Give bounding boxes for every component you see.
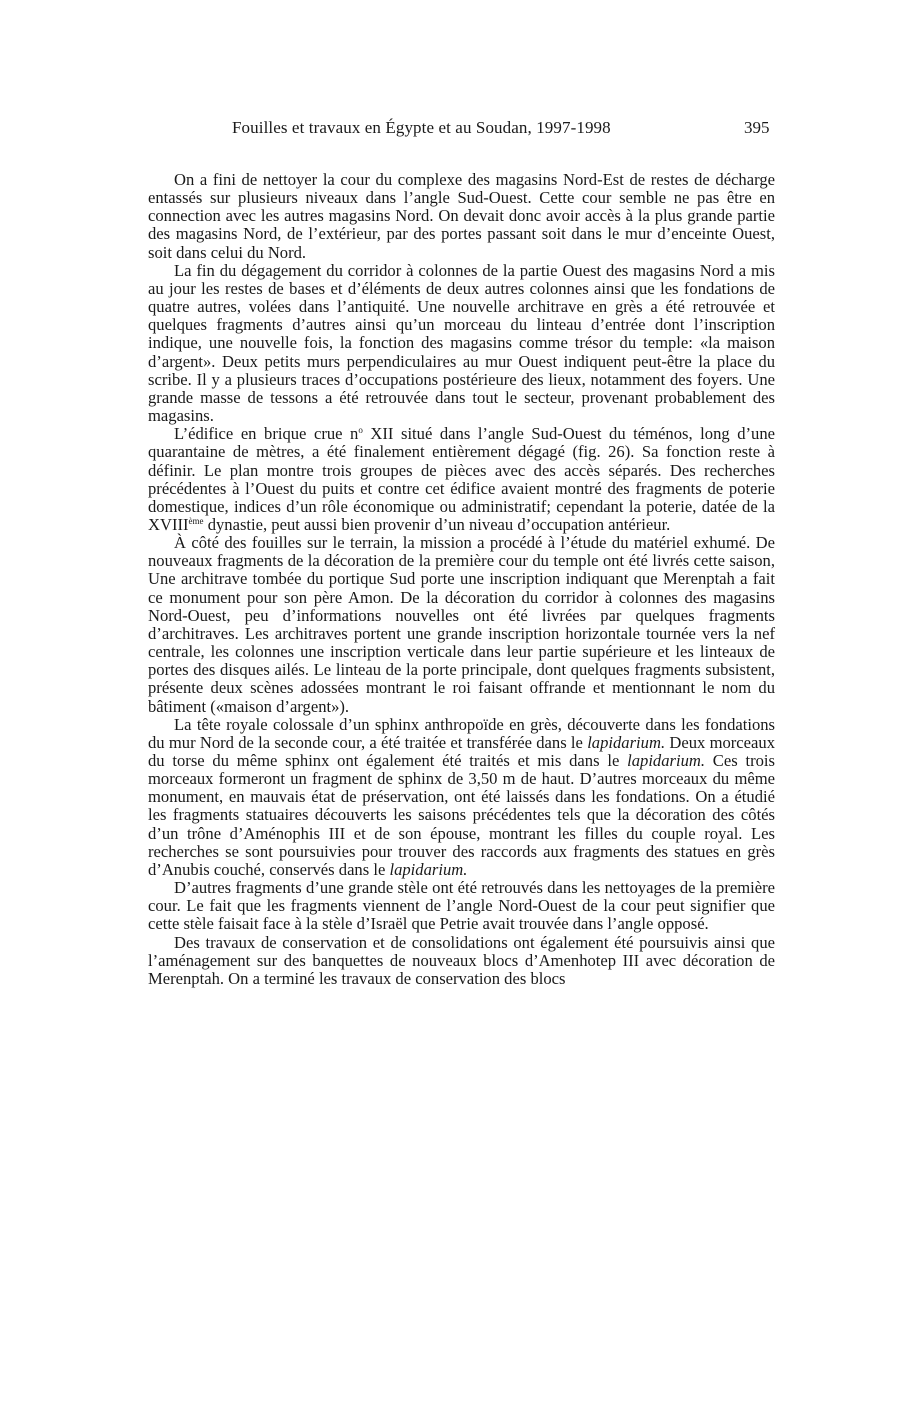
paragraph-3-text-b: XII situé dans l’angle Sud-Ouest du téménos, long d’une quarantaine de mètres, a été finalement entièrement dégagé (fig. 26). Sa fonction reste à définir. Le plan montre trois groupes de pièces avec des accès séparés. Des recherches précédentes à l’Ouest du puits et contre cet édifice avaient montré des fragments de poterie domestique, indices d’un rôle économique ou administratif; cependant la poterie, datée de la XVIII <box>148 424 775 534</box>
paragraph-5 <box>148 716 775 879</box>
paragraph-2: La fin du dégagement du corridor à colonnes de la partie Ouest des magasins Nord a mis au jour les restes de bases et d’éléments de deux autres colonnes ainsi que les fondations de quatre autres, volées dans l’antiquité. Une nouvelle architrave en grès a été retrouvée et quelques fragments d’autres ainsi qu’un morceau du linteau d’entrée dont l’inscription indique, une nouvelle fois, la fonction des magasins comme trésor du temple: «la maison d’argent». Deux petits murs perpendiculaires au mur Ouest indiquent peut-être la place du scribe. Il y a plusieurs traces d’occupations postérieure des lieux, notamment des foyers. Une grande masse de tessons a été retrouvée dans tout le secteur, provenant probablement des magasins. <box>148 260 775 426</box>
paragraph-3-text-a: L’édifice en brique crue n <box>174 424 359 444</box>
page-number: 395 <box>744 118 770 137</box>
body-text <box>148 171 775 988</box>
paragraph-7: Des travaux de conservation et de consolidations ont également été poursuivis ainsi que l’aménagement sur des banquettes de nouveaux blocs d’Amenhotep III avec décoration de Merenptah. On a terminé les travaux de conservation des blocs <box>148 932 775 988</box>
paragraph-1: On a fini de nettoyer la cour du complexe des magasins Nord-Est de restes de décharge entassés sur plusieurs niveaux dans l’angle Sud-Ouest. Cette cour semble ne pas être en connection avec les autres magasins Nord. On devait donc avoir accès à la plus grande partie des magasins Nord, de l’extérieur, par des portes passant soit dans le mur d’enceinte Ouest, soit dans celui du Nord. <box>148 170 775 262</box>
italic-term: lapidarium. <box>627 751 706 770</box>
superscript-o: o <box>358 425 363 436</box>
paragraph-6: D’autres fragments d’une grande stèle ont été retrouvés dans les nettoyages de la première cour. Le fait que les fragments viennent de l’angle Nord-Ouest de la cour peut signifier que cette stèle faisait face à la stèle d’Israël que Petrie avait trouvée dans l’angle opposé. <box>148 878 775 934</box>
paragraph-4: À côté des fouilles sur le terrain, la mission a procédé à l’étude du matériel exhumé. De nouveaux fragments de la décoration de la première cour du temple ont été livrés cette saison, Une architrave tombée du portique Sud porte une inscription indiquant que Merenptah a fait ce monument pour son père Amon. De la décoration du corridor à colonnes des magasins Nord-Ouest, peu d’informations nouvelles ont été livrées par quelques fragments d’architraves. Les architraves portent une grande inscription horizontale tournée vers la nef centrale, les colonnes une inscription verticale dans leur partie supérieure et les linteaux de portes des disques ailés. Le linteau de la porte principale, dont quelques fragments subsistent, présente deux scènes adossées montrant le roi faisant offrande et mentionnant le nom du bâtiment («maison d’argent»). <box>148 533 775 716</box>
running-title: Fouilles et travaux en Égypte et au Soudan, 1997-1998 <box>232 118 611 137</box>
superscript-eme: ème <box>188 515 204 526</box>
italic-term: lapidarium. <box>587 732 666 752</box>
paragraph-5-text-b: Deux morceaux du torse du même sphinx ont également été traités et mis dans le <box>148 732 775 770</box>
paragraph-3-text-c: dynastie, peut aussi bien provenir d’un niveau d’occupation antérieur. <box>203 514 671 534</box>
paragraph-5-text-a: La tête royale colossale d’un sphinx anthropoïde en grès, découverte dans les fondations du mur Nord de la seconde cour, a été traitée et transférée dans le <box>148 714 775 752</box>
paragraph-5-text-c: Ces trois morceaux formeront un fragment de sphinx de 3,50 m de haut. D’autres morceaux du même monument, en mauvais état de préservation, ont été laissés dans les fondations. On a étudié les fragments statuaires découverts les saisons précédentes tels que la décoration des côtés d’un trône d’Aménophis III et de son épouse, montrant les filles du couple royal. Les recherches se sont poursuivies pour trouver des raccords aux fragments des statues en grès d’Anubis couché, conservés dans le <box>148 751 775 879</box>
running-header <box>0 118 906 142</box>
italic-term: lapidarium. <box>389 859 468 879</box>
paragraph-3 <box>148 425 775 534</box>
